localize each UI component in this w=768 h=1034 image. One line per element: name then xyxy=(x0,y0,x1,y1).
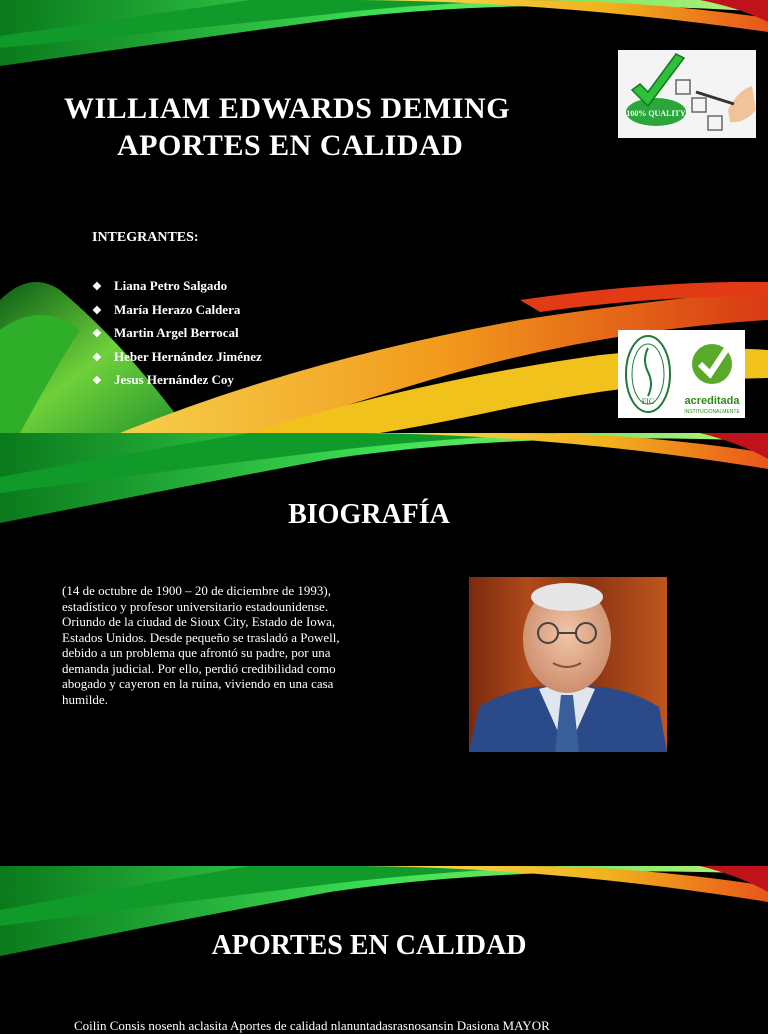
institution-logos xyxy=(618,330,745,418)
quality-checkmark-image xyxy=(618,50,756,138)
title-line-2: APORTES EN CALIDAD xyxy=(117,129,464,162)
biography-text: (14 de octubre de 1900 – 20 de diciembre de 1993), estadístico y profesor universitario estadounidense. Oriundo de la ciudad de Sioux City, Estado de Iowa, Estados Unidos. Desde pequeño se trasladó a Powell, debido a un problema que afrontó su padre, por una demanda judicial. Por ello, perdió credibilidad como abogado y cayeron en la ruina, viviendo en una casa humilde. xyxy=(62,583,340,707)
deming-portrait-photo xyxy=(469,577,667,752)
diamond-bullet-icon: ❖ xyxy=(92,281,102,293)
seal-text: FIC xyxy=(641,397,655,406)
member-name: Heber Hernández Jiménez xyxy=(114,348,262,364)
contributions-text-cut: Coilin Consis nosenh aclasita Aportes de calidad nlanuntadasrasnosansin Dasiona MAYOR xyxy=(74,1018,550,1033)
accredited-logo-text: acreditada xyxy=(684,395,740,407)
diamond-bullet-icon: ❖ xyxy=(92,375,102,387)
list-item xyxy=(92,301,262,325)
member-name: Jesus Hernández Coy xyxy=(114,372,234,387)
list-item xyxy=(92,324,262,348)
list-item xyxy=(92,371,262,395)
contributions-title: APORTES EN CALIDAD xyxy=(211,930,527,961)
list-item xyxy=(92,348,262,372)
team-heading: INTEGRANTES: xyxy=(92,230,199,245)
slide-biography[interactable] xyxy=(0,433,768,866)
diamond-bullet-icon: ❖ xyxy=(92,328,102,340)
diamond-bullet-icon: ❖ xyxy=(92,351,102,364)
title-line-1: WILLIAM EDWARDS DEMING xyxy=(64,92,511,125)
list-item xyxy=(92,277,262,301)
diamond-bullet-icon: ❖ xyxy=(92,304,102,317)
member-name: Liana Petro Salgado xyxy=(114,278,228,293)
slide-title[interactable] xyxy=(0,0,768,433)
team-member-list xyxy=(92,277,262,395)
slide-contributions[interactable] xyxy=(0,866,768,1033)
accredited-logo-subtext: INSTITUCIONALMENTE xyxy=(684,409,740,415)
member-name: Martin Argel Berrocal xyxy=(114,325,239,340)
biography-title: BIOGRAFÍA xyxy=(288,499,450,530)
quality-badge-text: 100% QUALITY xyxy=(626,109,686,118)
member-name: María Herazo Caldera xyxy=(114,301,241,317)
